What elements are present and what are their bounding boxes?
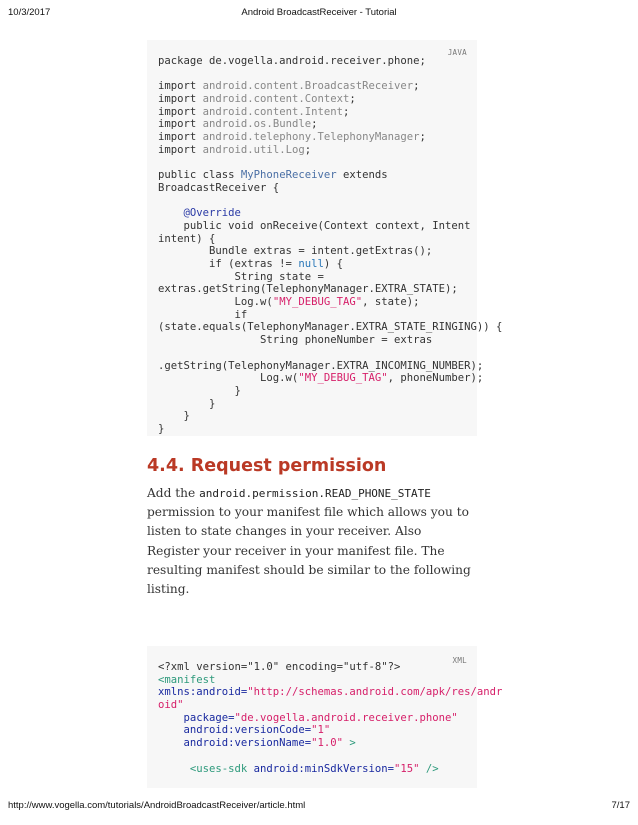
code-token: if bbox=[158, 308, 248, 321]
code-token: ; bbox=[413, 80, 420, 93]
code-token: ; bbox=[349, 93, 356, 106]
code-token: Bundle extras = intent.getExtras(); bbox=[158, 245, 433, 258]
section-heading: 4.4. Request permission bbox=[147, 456, 387, 476]
code-token: "MY_DEBUG_TAG" bbox=[272, 296, 363, 309]
code-token: android:versionName= bbox=[158, 737, 312, 750]
code-token: "1" bbox=[311, 724, 331, 737]
code-line bbox=[158, 385, 477, 398]
code-token: android.content.Intent bbox=[202, 105, 343, 118]
xml-code-block bbox=[147, 646, 503, 788]
permission-inline-code: android.permission.READ_PHONE_STATE bbox=[199, 487, 431, 500]
code-token: <uses-sdk bbox=[158, 762, 254, 775]
code-line bbox=[158, 712, 477, 725]
code-token: ; bbox=[342, 105, 350, 118]
code-line bbox=[158, 410, 477, 423]
code-token: BroadcastReceiver { bbox=[158, 181, 280, 194]
code-token: ) { bbox=[323, 258, 343, 270]
code-line bbox=[158, 372, 484, 385]
code-token: "de.vogella.android.receiver.phone" bbox=[234, 711, 458, 724]
code-token: "15" bbox=[394, 762, 420, 775]
section-paragraph bbox=[147, 484, 477, 599]
code-token: android.content.BroadcastReceiver bbox=[202, 80, 414, 93]
code-line bbox=[158, 68, 477, 81]
code-token: android:minSdkVersion= bbox=[253, 762, 394, 775]
code-language-label: JAVA bbox=[447, 48, 467, 57]
code-line bbox=[158, 661, 477, 674]
code-line bbox=[158, 699, 477, 712]
print-date: 10/3/2017 bbox=[8, 7, 51, 18]
code-token: android.util.Log bbox=[202, 143, 305, 156]
code-line bbox=[158, 271, 477, 284]
code-token: extras.getString(TelephonyManager.EXTRA_STATE); bbox=[158, 283, 458, 296]
code-token: ; bbox=[304, 143, 312, 156]
code-token: import bbox=[158, 131, 203, 144]
code-line bbox=[158, 182, 477, 195]
code-token: } bbox=[158, 384, 241, 397]
code-line bbox=[158, 359, 484, 373]
code-lines bbox=[158, 661, 503, 775]
code-token: android.os.Bundle bbox=[202, 118, 312, 131]
code-line bbox=[158, 207, 477, 220]
code-token: extends bbox=[336, 169, 388, 182]
code-token: ; bbox=[311, 118, 318, 131]
code-line bbox=[158, 398, 477, 411]
code-line bbox=[158, 321, 503, 334]
code-line bbox=[158, 347, 477, 360]
code-token: } bbox=[158, 397, 216, 410]
code-line bbox=[158, 763, 477, 776]
code-line bbox=[158, 686, 503, 699]
code-token: @Override bbox=[183, 207, 241, 220]
code-token bbox=[158, 207, 184, 219]
code-token: "http://schemas.android.com/apk/res/andr bbox=[247, 686, 503, 699]
code-token: , state); bbox=[362, 296, 420, 309]
code-line bbox=[158, 750, 477, 763]
code-line bbox=[158, 674, 477, 687]
code-token: intent) { bbox=[158, 232, 216, 245]
code-token: package de.vogella.android.receiver.phone; bbox=[158, 55, 426, 67]
code-token: public class bbox=[158, 169, 241, 182]
code-token: Log.w( bbox=[158, 296, 273, 309]
page-number: 7/17 bbox=[611, 800, 630, 811]
code-token: Log.w( bbox=[158, 372, 299, 385]
paragraph-text-before: Add the bbox=[147, 486, 200, 500]
code-token: android.content.Context bbox=[202, 93, 350, 106]
code-line bbox=[158, 106, 477, 119]
code-token: /> bbox=[419, 762, 439, 775]
code-token: <manifest bbox=[158, 673, 216, 686]
code-token: String state = bbox=[158, 270, 324, 283]
code-line bbox=[158, 220, 477, 233]
code-language-label: XML bbox=[452, 656, 467, 665]
code-token: MyPhoneReceiver bbox=[240, 169, 337, 182]
code-token: xmlns:android= bbox=[158, 686, 248, 699]
code-token: public void onReceive(Context context, Intent bbox=[158, 219, 471, 232]
code-line bbox=[158, 309, 477, 322]
code-token: > bbox=[342, 737, 356, 750]
code-line bbox=[158, 157, 477, 170]
code-token: "1.0" bbox=[311, 737, 343, 750]
code-line bbox=[158, 724, 477, 737]
code-token: null bbox=[298, 258, 324, 270]
code-line bbox=[158, 169, 477, 182]
code-lines bbox=[158, 55, 503, 436]
code-token: import bbox=[158, 93, 203, 106]
code-token: } bbox=[158, 410, 190, 423]
code-line bbox=[158, 296, 477, 309]
code-line bbox=[158, 423, 477, 436]
code-line bbox=[158, 245, 477, 258]
code-token: android:versionCode= bbox=[158, 724, 312, 737]
code-token: import bbox=[158, 143, 203, 156]
code-line bbox=[158, 131, 477, 144]
code-line bbox=[158, 334, 477, 347]
code-token: .getString(TelephonyManager.EXTRA_INCOMING_NUMBER); bbox=[158, 359, 484, 372]
code-line bbox=[158, 258, 477, 271]
code-line bbox=[158, 144, 477, 157]
code-line bbox=[158, 283, 477, 296]
code-token: package= bbox=[158, 711, 235, 724]
code-token: if (extras != bbox=[158, 258, 299, 270]
code-token: import bbox=[158, 80, 203, 93]
paragraph-text-after: permission to your manifest file which allows you to listen to state changes in your receiver. Also Register your receiver in your manifest file. The resulting manifest should be similar to the following listing. bbox=[147, 505, 471, 597]
code-token: <?xml version="1.0" encoding="utf-8"?> bbox=[158, 661, 401, 673]
code-token: , phoneNumber); bbox=[387, 372, 484, 385]
print-title: Android BroadcastReceiver - Tutorial bbox=[241, 7, 397, 18]
code-token: oid" bbox=[158, 699, 184, 712]
code-token: ; bbox=[419, 131, 426, 144]
code-line bbox=[158, 55, 477, 68]
java-code-block bbox=[147, 40, 503, 436]
code-line bbox=[158, 93, 477, 106]
code-line bbox=[158, 80, 477, 93]
code-line bbox=[158, 195, 477, 208]
code-token: "MY_DEBUG_TAG" bbox=[298, 372, 388, 385]
code-line bbox=[158, 737, 477, 750]
code-token: import bbox=[158, 118, 203, 131]
code-token: (state.equals(TelephonyManager.EXTRA_STATE_RINGING)) { bbox=[158, 321, 503, 334]
code-token: import bbox=[158, 105, 203, 118]
page-url: http://www.vogella.com/tutorials/AndroidBroadcastReceiver/article.html bbox=[8, 800, 306, 811]
code-line bbox=[158, 118, 477, 131]
code-token: android.telephony.TelephonyManager bbox=[202, 131, 420, 144]
code-token: String phoneNumber = extras bbox=[158, 334, 433, 347]
code-token: } bbox=[158, 422, 165, 435]
code-line bbox=[158, 233, 477, 246]
